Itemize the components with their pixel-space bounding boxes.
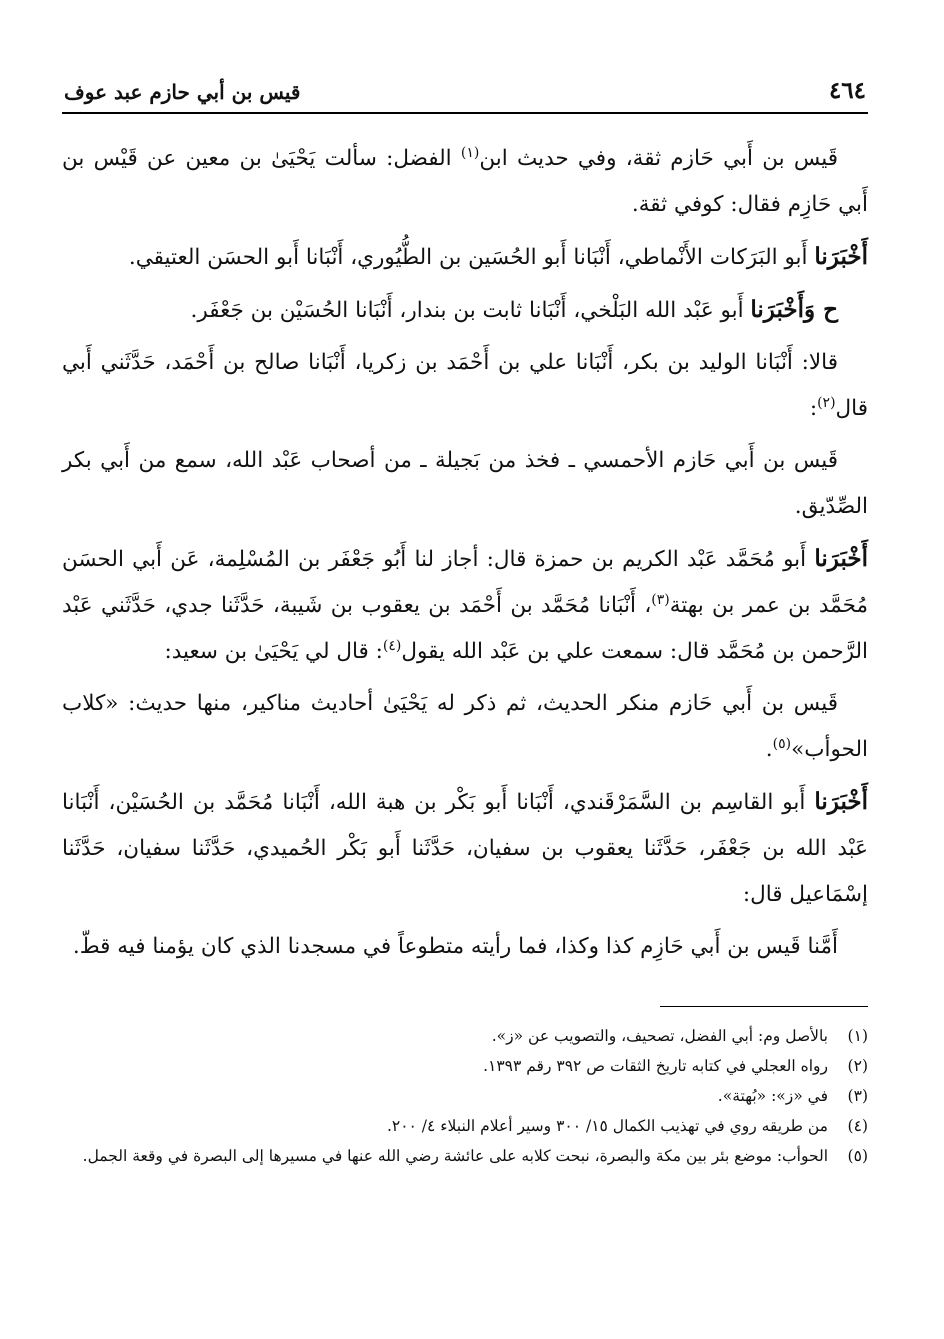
paragraph [62, 438, 868, 530]
running-title: قيس بن أبي حازم عبد عوف [64, 80, 301, 104]
footnote-number: (٣) [847, 1087, 868, 1105]
paragraph [62, 779, 868, 918]
footnote-text: الحوأب: موضع بئر بين مكة والبصرة، نبحت كلابه على عائشة رضي الله عنها في مسيرها إلى البصرة في وقعة الجمل. [82, 1147, 828, 1165]
paragraph [62, 924, 868, 970]
page-number: ٤٦٤ [828, 77, 866, 104]
footnote [62, 1111, 868, 1141]
paragraph-text: أَبو عَبْد الله البَلْخي، أَنْبَانا ثابت بن بندار، أَنْبَانا الحُسَيْن بن جَعْفَر. [190, 298, 751, 323]
footnote-number: (١) [847, 1027, 868, 1045]
book-page [62, 68, 868, 1171]
paragraph-text: : قال لي يَحْيَىٰ بن سعيد: [164, 639, 383, 664]
paragraph-text: قَيس بن أَبي حَازم منكر الحديث، ثم ذكر له يَحْيَىٰ أحاديث مناكير، منها حديث: «كلاب الحوأب» [62, 691, 868, 762]
footnote-marker: (٤) [382, 637, 402, 654]
paragraph-text: قالا: أَنْبَانا الوليد بن بكر، أَنْبَانا علي بن أَحْمَد بن زكريا، أَنْبَانا صالح بن أَحْمَد، حَدَّثَني أَبي قال [62, 350, 868, 421]
footnote-marker: (٢) [817, 394, 836, 411]
footnote [62, 1141, 868, 1171]
footnote-separator [660, 1006, 868, 1007]
footnote-text: بالأصل وم: أبي الفضل، تصحيف، والتصويب عن «ز». [491, 1027, 828, 1045]
paragraph [62, 536, 868, 675]
paragraph-text: قَيس بن أَبي حَازم الأحمسي ـ فخذ من بَجيلة ـ من أصحاب عَبْد الله، سمع من أَبي بكر الصِّدّيق. [62, 448, 868, 519]
paragraph-text: أَبو البَرَكات الأَنْماطي، أَنْبَانا أَبو الحُسَين بن الطُّيُوري، أَنْبَانا أَبو الحسَن العتيقي. [128, 245, 815, 270]
isnad-keyword: ح وَأَخْبَرَنا [750, 296, 838, 323]
footnote [62, 1051, 868, 1081]
isnad-keyword: أَخْبَرَنا [814, 545, 868, 572]
paragraph-text: أَبو القاسِم بن السَّمَرْقَندي، أَنْبَانا أَبو بَكْر بن هبة الله، أَنْبَانا مُحَمَّد بن الحُسَيْن، أَنْبَانا عَبْد الله بن جَعْفَر، حَدَّثَنا يعقوب بن سفيان، حَدَّثَنا أَبو بَكْر الحُميدي، حَدَّثَنا سفيان، حَدَّثَنا إسْمَاعيل قال: [62, 790, 868, 907]
paragraph-text: الفضل: سألت يَحْيَىٰ بن معين عن قَيْس بن أَبي حَازِم فقال: كوفي ثقة. [62, 146, 868, 217]
paragraph-text: . [765, 737, 773, 762]
paragraph [62, 136, 868, 228]
footnote-marker: (٣) [651, 591, 670, 608]
page-header [62, 68, 868, 114]
footnote [62, 1081, 868, 1111]
footnote-text: في «ز»: «بُهتة». [717, 1087, 828, 1105]
footnote-marker: (١) [460, 144, 480, 161]
isnad-keyword: أَخْبَرَنا [814, 243, 868, 270]
paragraph [62, 234, 868, 281]
footnote-text: رواه العجلي في كتابه تاريخ الثقات ص ٣٩٢ رقم ١٣٩٣. [483, 1057, 828, 1075]
footnote-number: (٥) [847, 1147, 868, 1165]
footnote-marker: (٥) [772, 735, 792, 752]
footnotes [62, 1021, 868, 1171]
main-text [62, 136, 868, 970]
footnote-number: (٤) [847, 1117, 868, 1135]
paragraph-text: أَبو مُحَمَّد عَبْد الكريم بن حمزة قال: أجاز لنا أَبُو جَعْفَر بن المُسْلِمة، عَن أَبي الحسَن مُحَمَّد بن عمر بن بهتة [62, 547, 868, 618]
footnote [62, 1021, 868, 1051]
isnad-keyword: أَخْبَرَنا [814, 788, 868, 815]
paragraph [62, 287, 868, 334]
paragraph [62, 340, 868, 432]
paragraph [62, 681, 868, 773]
paragraph-text: ، أَنْبَانا مُحَمَّد بن أَحْمَد بن يعقوب بن شَيبة، حَدَّثَنا جدي، حَدَّثَني عَبْد الرَّحمن بن مُحَمَّد قال: سمعت علي بن عَبْد الله يقول [62, 593, 868, 664]
footnote-text: من طريقه روي في تهذيب الكمال ١٥/ ٣٠٠ وسير أعلام النبلاء ٤/ ٢٠٠. [386, 1117, 828, 1135]
paragraph-text: : [809, 396, 818, 421]
paragraph-text: أَمَّنا قَيس بن أَبي حَازِم كذا وكذا، فما رأيته متطوعاً في مسجدنا الذي كان يؤمنا فيه قطّ. [72, 934, 838, 959]
paragraph-text: قَيس بن أَبي حَازم ثقة، وفي حديث ابن [479, 146, 839, 171]
footnote-number: (٢) [847, 1057, 868, 1075]
